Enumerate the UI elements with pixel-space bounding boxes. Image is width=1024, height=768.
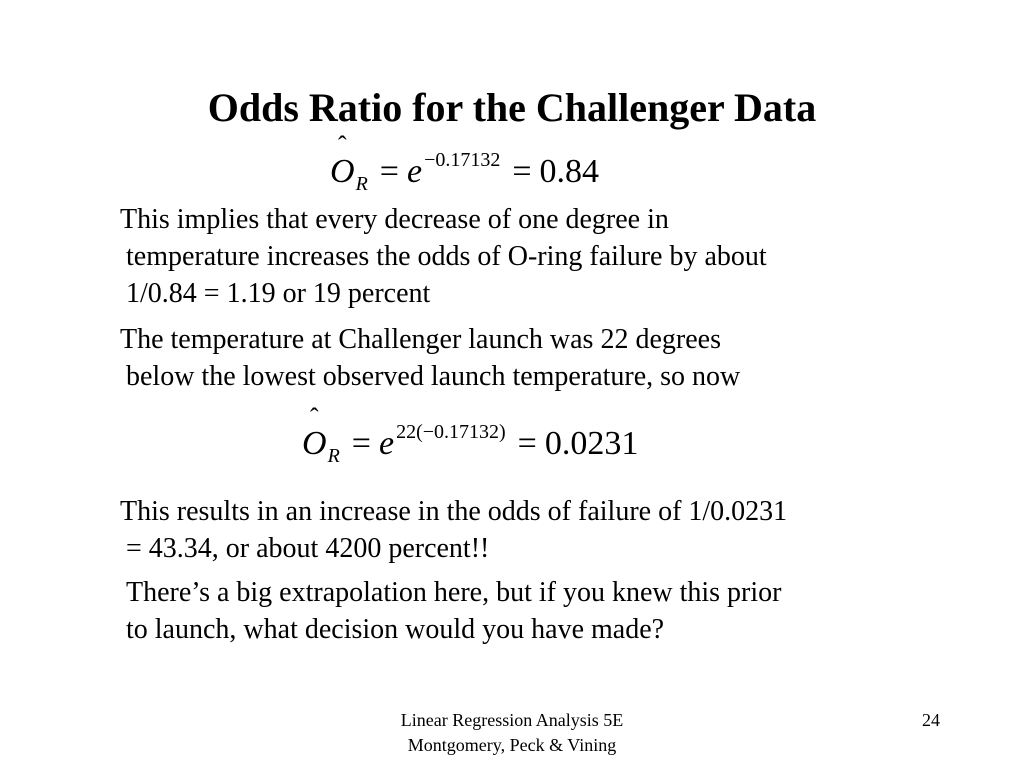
equals-sign: = — [512, 153, 532, 190]
exponent: 22(−0.17132) — [396, 421, 506, 443]
slide-footer — [312, 708, 712, 758]
text-line: to launch, what decision would you have made? — [126, 614, 665, 645]
equation-result: 0.0231 — [544, 425, 639, 462]
text-line: 1/0.84 = 1.19 or 19 percent — [126, 278, 431, 309]
text-line: below the lowest observed launch temperature, so now — [126, 361, 741, 392]
text-line: This results in an increase in the odds of failure of 1/0.0231 — [120, 496, 788, 527]
odds-ratio-subscript: R — [327, 445, 340, 467]
text-line: There’s a big extrapolation here, but if you knew this prior — [126, 577, 782, 608]
paragraph-failure-odds — [120, 493, 940, 567]
odds-ratio-equation-1 — [330, 131, 600, 196]
odds-ratio-letter: O — [302, 425, 327, 462]
text-line: This implies that every decrease of one degree in — [120, 204, 669, 235]
text-line: The temperature at Challenger launch was 22 degrees — [120, 324, 721, 355]
text-line: temperature increases the odds of O-ring failure by about — [126, 241, 767, 272]
odds-ratio-symbol — [330, 131, 355, 192]
equation-result: 0.84 — [539, 153, 600, 190]
exponential-base: e — [378, 425, 395, 462]
equals-sign: = — [351, 425, 371, 462]
page-number: 24 — [922, 710, 940, 730]
paragraph-extrapolation — [120, 574, 940, 648]
paragraph-launch-temperature — [120, 321, 940, 395]
equals-sign: = — [517, 425, 537, 462]
footer-authors: Montgomery, Peck & Vining — [407, 735, 617, 755]
hat-accent: ˆ — [337, 131, 347, 160]
paragraph-degree-decrease — [120, 201, 940, 312]
slide-title: Odds Ratio for the Challenger Data — [207, 85, 817, 130]
odds-ratio-equation-2 — [302, 403, 639, 468]
odds-ratio-symbol — [302, 403, 327, 464]
equals-sign: = — [379, 153, 399, 190]
exponential-base: e — [406, 153, 423, 190]
text-line: = 43.34, or about 4200 percent!! — [126, 533, 490, 564]
odds-ratio-subscript: R — [355, 173, 368, 195]
odds-ratio-letter: O — [330, 153, 355, 190]
exponent: −0.17132 — [424, 149, 501, 171]
footer-book-title: Linear Regression Analysis 5E — [400, 710, 624, 730]
hat-accent: ˆ — [309, 403, 319, 432]
